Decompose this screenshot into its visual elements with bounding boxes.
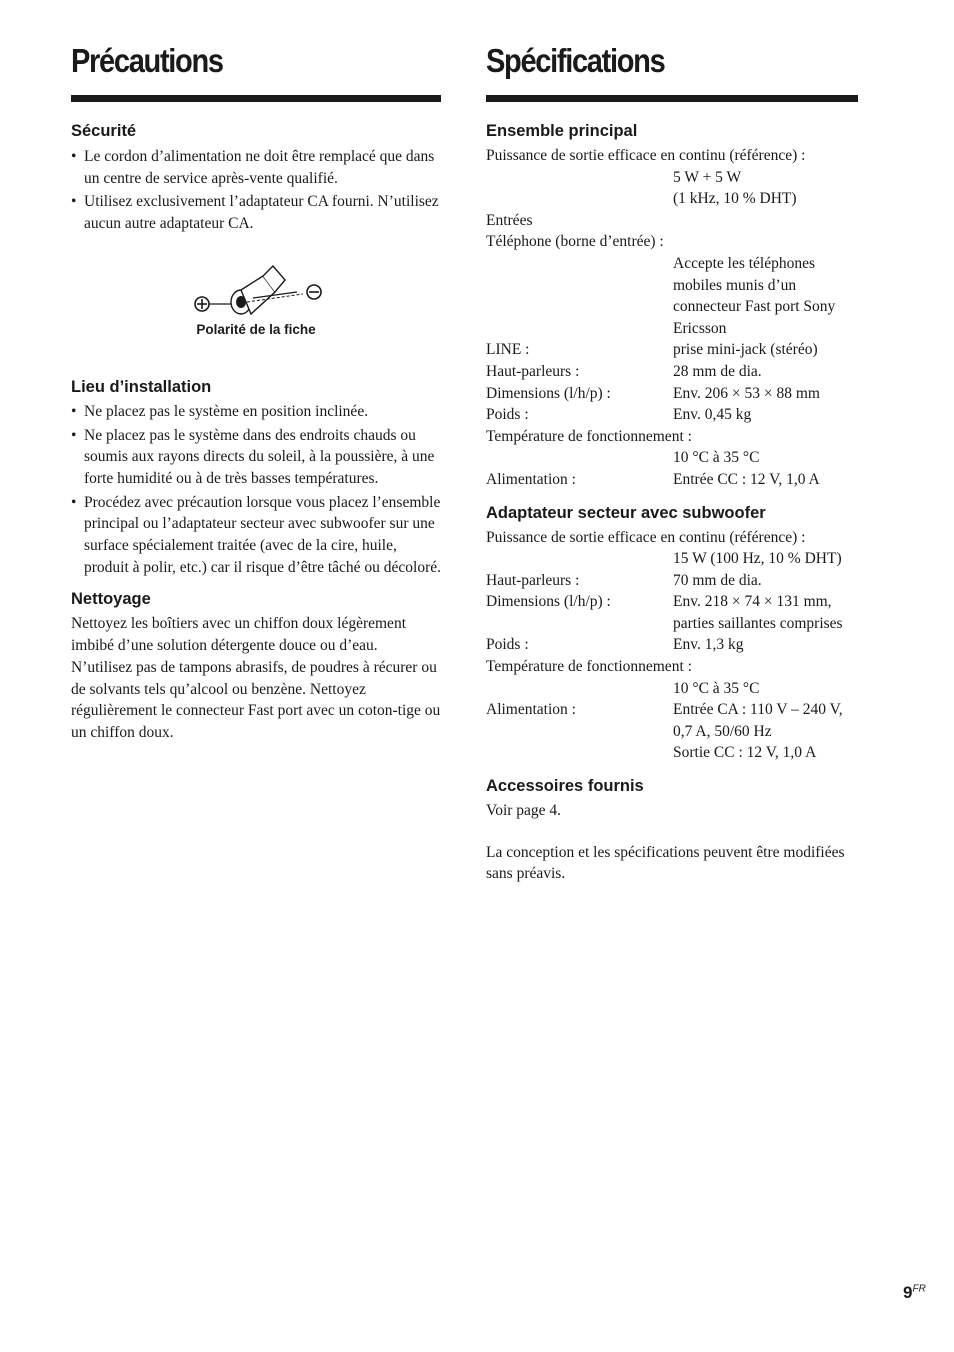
spec-label: Alimentation : — [486, 470, 576, 488]
spec-row — [486, 469, 858, 491]
accessories-heading: Accessoires fournis — [486, 777, 644, 796]
spec-label: Puissance de sortie efficace en continu (référence) : — [486, 147, 806, 164]
spec-value: Sortie CC : 12 V, 1,0 A — [673, 744, 817, 762]
installation-bullet: • Ne placez pas le système en position inclinée. — [71, 401, 441, 423]
spec-label: Haut-parleurs : — [486, 571, 580, 589]
page-language-suffix: FR — [912, 1283, 926, 1295]
installation-bullet: • Procédez avec précaution lorsque vous placez l’ensemble principal ou l’adaptateur secteur avec subwoofer sur une surface spécialement traitée (avec de la cire, huile, produit à polir, etc.) car il risque d’être tâché ou décoloré. — [71, 492, 441, 579]
installation-bullet: • Ne placez pas le système dans des endroits chauds ou soumis aux rayons directs du soleil, à la poussière, à une forte humidité ou à de très basses températures. — [71, 425, 441, 490]
page-number-value: 9 — [903, 1283, 913, 1302]
spec-value: (1 kHz, 10 % DHT) — [673, 190, 797, 208]
spec-row — [486, 699, 858, 764]
accessories-section — [486, 775, 858, 885]
spec-value: Env. 206 × 53 × 88 mm — [673, 384, 820, 402]
spec-row — [486, 361, 858, 383]
plug-polarity-icon — [191, 262, 331, 324]
spec-label: Température de fonctionnement : — [486, 427, 692, 445]
accessories-text: Voir page 4. — [486, 802, 562, 820]
spec-value: 10 °C à 35 °C — [673, 679, 760, 697]
specifications-title: Spécifications — [486, 42, 665, 79]
title-rule — [486, 95, 858, 102]
spec-label: Poids : — [486, 406, 529, 424]
spec-row — [486, 570, 858, 592]
title-rule — [71, 95, 441, 102]
spec-value: 15 W (100 Hz, 10 % DHT) — [673, 550, 842, 568]
cleaning-heading: Nettoyage — [71, 590, 151, 609]
cleaning-section — [71, 588, 441, 743]
plug-polarity-figure — [71, 262, 441, 344]
spec-label: Puissance de sortie efficace en continu (référence) : — [486, 528, 806, 546]
spec-label: Poids : — [486, 636, 529, 654]
security-heading: Sécurité — [71, 122, 137, 140]
spec-row — [486, 339, 858, 361]
specifications-column — [486, 40, 858, 885]
spec-label: Téléphone (borne d’entrée) : — [486, 233, 664, 251]
main-unit-heading: Ensemble principal — [486, 122, 638, 140]
spec-label: Alimentation : — [486, 701, 576, 719]
spec-value: 70 mm de dia. — [673, 571, 762, 589]
adapter-heading: Adaptateur secteur avec subwoofer — [486, 503, 766, 522]
spec-value: Entrée CC : 12 V, 1,0 A — [673, 470, 820, 488]
spec-value: 28 mm de dia. — [673, 362, 762, 380]
page-number — [903, 1283, 926, 1303]
security-bullet: • Le cordon d’alimentation ne doit être remplacé que dans un centre de service après-vente qualifié. — [71, 146, 441, 189]
spec-value: Env. 0,45 kg — [673, 406, 752, 424]
plug-polarity-caption: Polarité de la fiche — [196, 321, 316, 337]
spec-label: Entrées — [486, 211, 533, 229]
spec-label: Température de fonctionnement : — [486, 658, 692, 676]
spec-row — [486, 591, 858, 634]
spec-value: Entrée CA : 110 V – 240 V, 0,7 A, 50/60 Hz — [673, 701, 843, 740]
spec-value: Accepte les téléphones mobiles munis d’un connecteur Fast port Sony Ericsson — [673, 254, 836, 337]
precautions-title: Précautions — [71, 42, 223, 79]
spec-row — [486, 383, 858, 405]
spec-value: 10 °C à 35 °C — [673, 449, 760, 467]
notice-text: La conception et les spécifications peuvent être modifiées sans préavis. — [486, 843, 845, 883]
adapter-section — [486, 502, 858, 765]
security-bullet: • Utilisez exclusivement l’adaptateur CA fourni. N’utilisez aucun autre adaptateur CA. — [71, 191, 441, 234]
spec-value: 5 W + 5 W — [673, 168, 742, 186]
spec-label: LINE : — [486, 341, 530, 359]
spec-label: Dimensions (l/h/p) : — [486, 384, 611, 402]
main-unit-section — [486, 120, 858, 491]
precautions-column — [71, 40, 441, 744]
spec-value: Env. 218 × 74 × 131 mm, parties saillantes comprises — [673, 593, 843, 632]
spec-row — [486, 634, 858, 656]
spec-label: Dimensions (l/h/p) : — [486, 593, 611, 611]
installation-section — [71, 376, 441, 579]
spec-value: prise mini-jack (stéréo) — [673, 341, 818, 359]
cleaning-text: Nettoyez les boîtiers avec un chiffon doux légèrement imbibé d’une solution détergente douce ou d’eau. N’utilisez pas de tampons abrasifs, de poudres à récurer ou de solvants tels qu’alcool ou benzène. Nettoyez régulièrement le connecteur Fast port avec un coton-tige ou un chiffon doux. — [71, 615, 441, 741]
spec-value: Env. 1,3 kg — [673, 636, 744, 654]
security-section — [71, 120, 441, 344]
installation-heading: Lieu d’installation — [71, 377, 212, 396]
spec-label: Haut-parleurs : — [486, 362, 580, 380]
spec-row — [486, 404, 858, 426]
spec-value-group — [673, 699, 858, 764]
